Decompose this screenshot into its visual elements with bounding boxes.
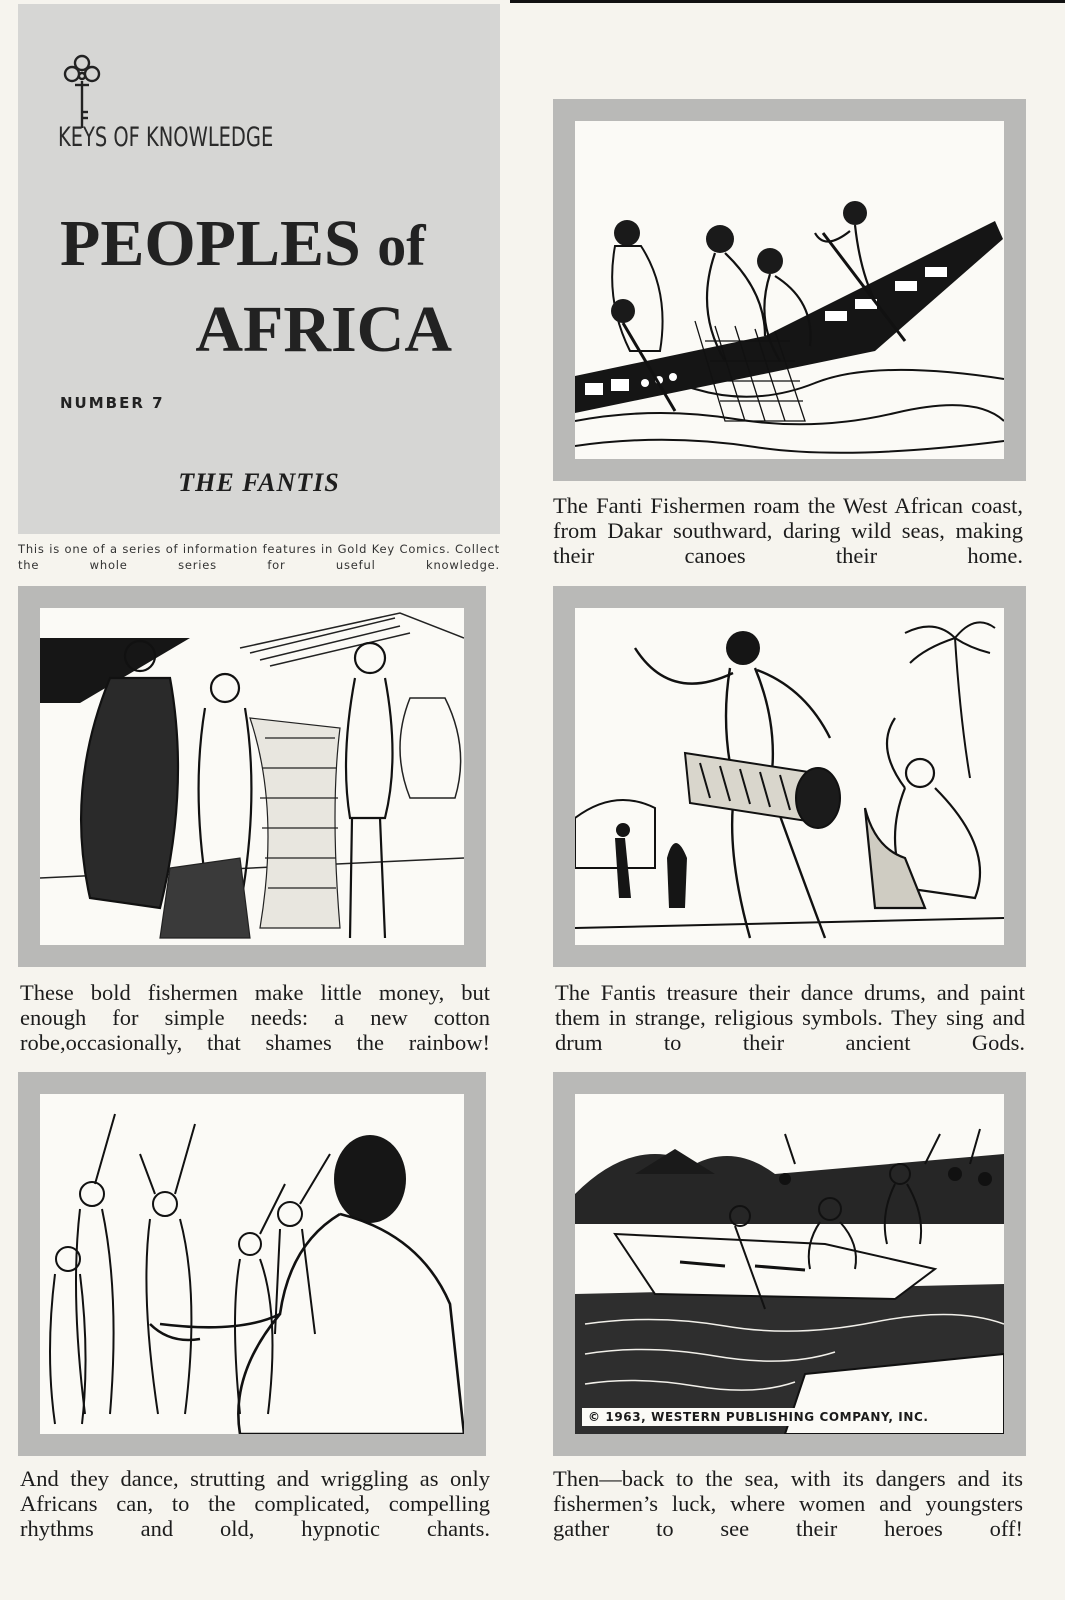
issue-number: NUMBER 7 — [60, 394, 165, 412]
illustration-dancing-crowd — [40, 1094, 464, 1434]
panel-fishermen-canoe — [553, 99, 1026, 481]
illustration-back-to-sea — [575, 1094, 1004, 1434]
caption-cotton-robe: These bold fishermen make little money, but enough for simple needs: a new cotton robe,occasionally, that shames the rainbow! — [20, 980, 490, 1055]
caption-back-to-sea: Then—back to the sea, with its dangers and its fishermen’s luck, where women and youngsters gather to see their heroes off! — [553, 1466, 1023, 1541]
title-word-of: of — [377, 213, 426, 278]
series-name: KEYS OF KNOWLEDGE — [58, 122, 274, 153]
caption-dancing-crowd: And they dance, strutting and wriggling as only Africans can, to the complicated, compelling rhythms and old, hypnotic chants. — [20, 1466, 490, 1541]
series-note: This is one of a series of information features in Gold Key Comics. Collect the whole series for useful knowledge. — [18, 542, 500, 572]
key-icon — [58, 52, 106, 130]
panel-cotton-robe — [18, 586, 486, 967]
panel-dancing-crowd — [18, 1072, 486, 1456]
caption-fishermen-canoe: The Fanti Fishermen roam the West African coast, from Dakar southward, daring wild seas, making their canoes their home. — [553, 493, 1023, 568]
caption-dance-drums: The Fantis treasure their dance drums, and paint them in strange, religious symbols. They sing and drum to their ancient Gods. — [555, 980, 1025, 1055]
panel-dance-drums — [553, 586, 1026, 967]
illustration-cotton-robe — [40, 608, 464, 945]
title-word-peoples: PEOPLES — [60, 207, 361, 280]
title-word-africa: AFRICA — [195, 293, 452, 366]
panel-back-to-sea — [553, 1072, 1026, 1456]
subtitle: THE FANTIS — [178, 468, 340, 497]
illustration-dance-drums — [575, 608, 1004, 945]
page-title — [60, 202, 460, 372]
illustration-fishermen-canoe — [575, 121, 1004, 459]
copyright-notice: © 1963, WESTERN PUBLISHING COMPANY, INC. — [582, 1408, 935, 1426]
title-block — [18, 4, 500, 534]
top-edge-rule — [510, 0, 1065, 3]
